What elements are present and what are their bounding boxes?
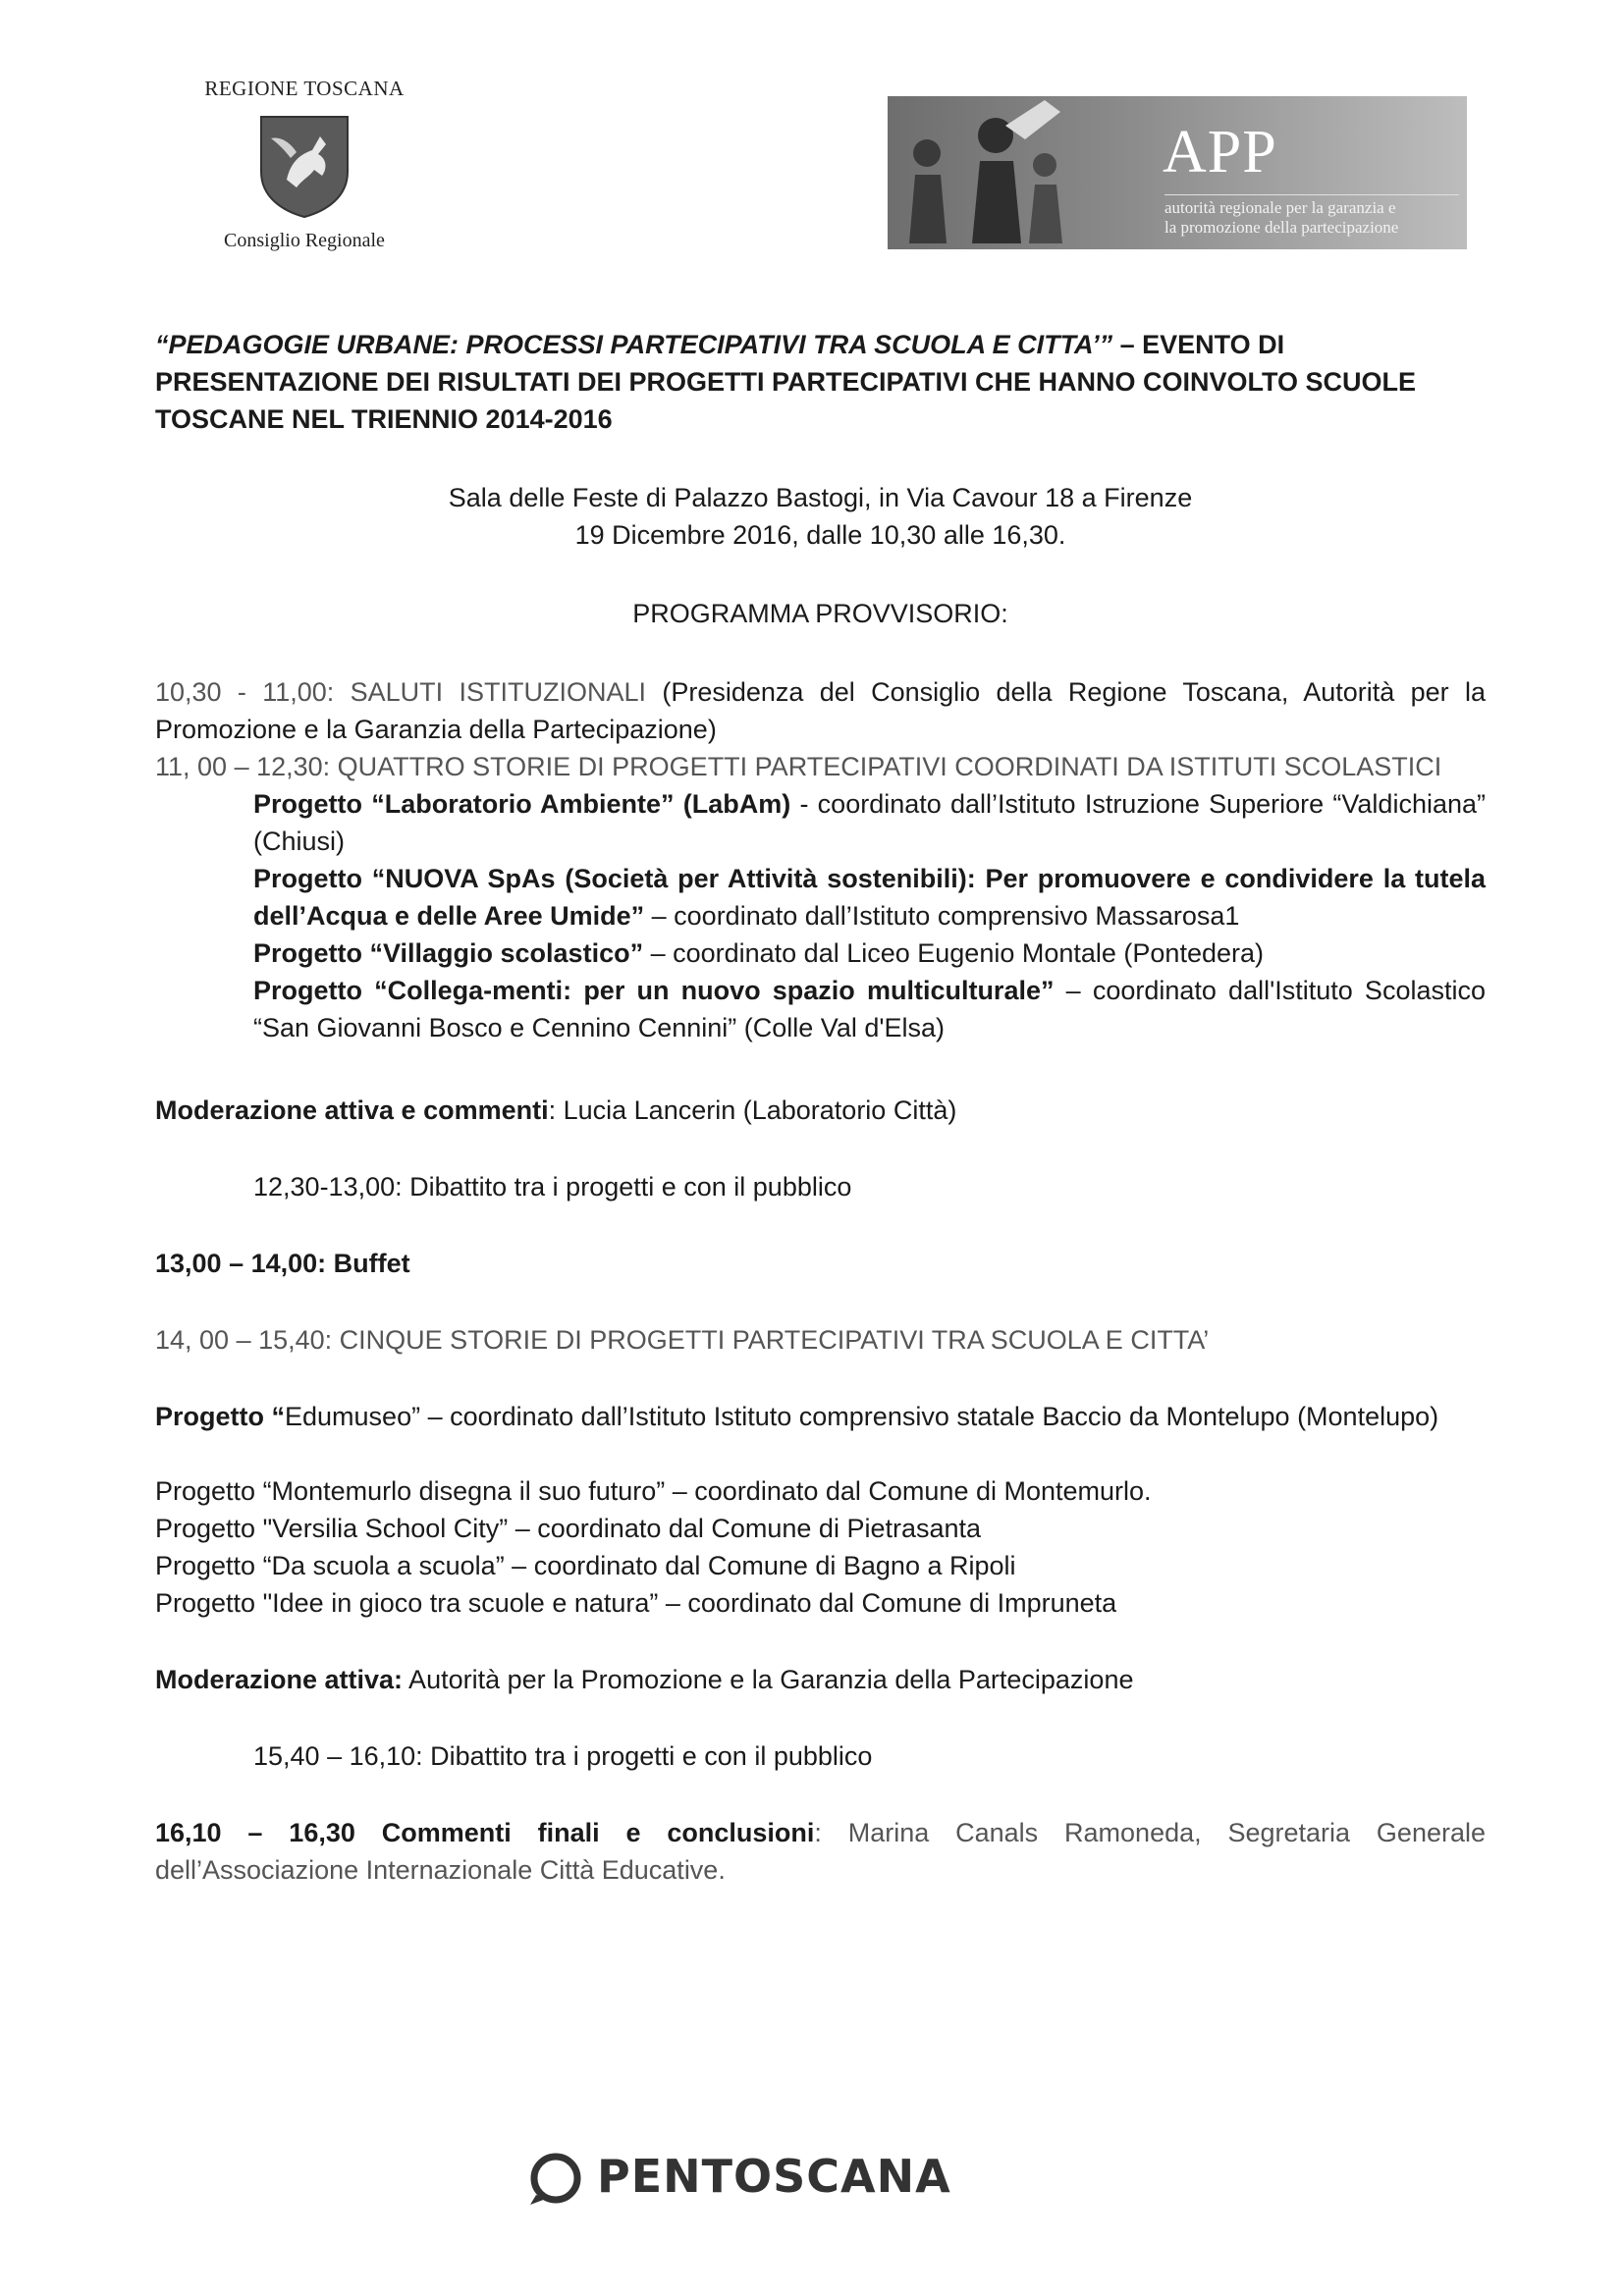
venue-place: Sala delle Feste di Palazzo Bastogi, in Via Cavour 18 a Firenze [448,483,1193,512]
event-title-italic: “PEDAGOGIE URBANE: PROCESSI PARTECIPATIVI TRA SCUOLA E CITTA’” [155,330,1113,359]
opentoscana-logo [526,2148,958,2207]
app-tagline-2: la promozione della partecipazione [1164,218,1399,237]
programma-heading: PROGRAMMA PROVVISORIO: [632,599,1008,628]
conclusioni: 16,10 – 16,30 Commenti finali e conclusioni: Marina Canals Ramoneda, Segretaria Generale dell’Associazione Internazionale Città Educative. [155,1818,1486,1885]
app-letters: APP [1163,119,1277,186]
project-name: Progetto “Laboratorio Ambiente” (LabAm) [253,789,791,819]
event-title-rest: – EVENTO DI PRESENTAZIONE DEI RISULTATI DEI PROGETTI PARTECIPATIVI CHE HANNO COINVOLTO SCUOLE TOSCANE NEL TRIENNIO 2014-2016 [155,330,1417,434]
pegasus-shield-icon [257,111,352,219]
app-tagline-1: autorità regionale per la garanzia e [1164,198,1396,217]
session-2-label: 11, 00 – 12,30: QUATTRO STORIE DI PROGETTI PARTECIPATIVI COORDINATI DA ISTITUTI SCOLASTICI [155,752,1442,781]
opentoscana-text: PENTOSCANA [597,2150,951,2203]
regione-title: REGIONE TOSCANA [204,77,405,100]
project-item: Progetto “Collega-menti: per un nuovo spazio multiculturale” – coordinato dall'Istituto Scolastico “San Giovanni Bosco e Cennino Cennini” (Colle Val d'Elsa) [253,976,1486,1042]
moderazione-1: Moderazione attiva e commenti: Lucia Lancerin (Laboratorio Città) [155,1095,957,1125]
project-name: Progetto “NUOVA SpAs (Società per Attività sostenibili): Per promuovere e condividere la tutela dell’Acqua e delle Aree Umide” [253,864,1486,931]
project-item: Progetto “Montemurlo disegna il suo futuro” – coordinato dal Comune di Montemurlo. [155,1476,1152,1506]
regione-subtitle: Consiglio Regionale [224,230,385,251]
speech-bubble-o-icon [526,2152,587,2207]
dibattito-2: 15,40 – 16,10: Dibattito tra i progetti e con il pubblico [253,1741,873,1771]
dibattito-1: 12,30-13,00: Dibattito tra i progetti e con il pubblico [253,1172,852,1201]
project-item: Progetto “Edumuseo” – coordinato dall’Istituto Istituto comprensivo statale Baccio da Montelupo (Montelupo) [155,1402,1439,1431]
app-logo [888,96,1467,249]
session-1-label: 10,30 - 11,00: SALUTI ISTITUZIONALI [155,677,647,707]
people-figures-icon [888,96,1143,249]
regione-toscana-logo [187,77,422,273]
project-item: Progetto “Laboratorio Ambiente” (LabAm) - coordinato dall’Istituto Istruzione Superiore “Valdichiana” (Chiusi) [253,789,1486,856]
session-1 [155,673,1486,748]
project-item: Progetto “NUOVA SpAs (Società per Attività sostenibili): Per promuovere e condividere la tutela dell’Acqua e delle Aree Umide” – coordinato dall’Istituto comprensivo Massarosa1 [253,864,1486,931]
moderazione-2: Moderazione attiva: Autorità per la Promozione e la Garanzia della Partecipazione [155,1665,1134,1694]
project-name: Progetto “Villaggio scolastico” [253,938,644,968]
project-name: Progetto “Collega-menti: per un nuovo spazio multiculturale” [253,976,1055,1005]
project-item: Progetto “Villaggio scolastico” – coordinato dal Liceo Eugenio Montale (Pontedera) [253,938,1264,968]
buffet: 13,00 – 14,00: Buffet [155,1249,410,1278]
app-divider [1164,194,1459,195]
project-item: Progetto "Versilia School City” – coordinato dal Comune di Pietrasanta [155,1514,982,1543]
event-title [155,326,1490,438]
venue-date: 19 Dicembre 2016, dalle 10,30 alle 16,30. [574,520,1066,550]
project-item: Progetto “Da scuola a scuola” – coordinato dal Comune di Bagno a Ripoli [155,1551,1016,1580]
session-1-detail: (Presidenza del Consiglio della Regione Toscana, Autorità per la Promozione e la Garanzia della Partecipazione) [155,677,1486,744]
project-item: Progetto "Idee in gioco tra scuole e natura” – coordinato dal Comune di Impruneta [155,1588,1117,1618]
session-3-label: 14, 00 – 15,40: CINQUE STORIE DI PROGETTI PARTECIPATIVI TRA SCUOLA E CITTA’ [155,1325,1210,1355]
